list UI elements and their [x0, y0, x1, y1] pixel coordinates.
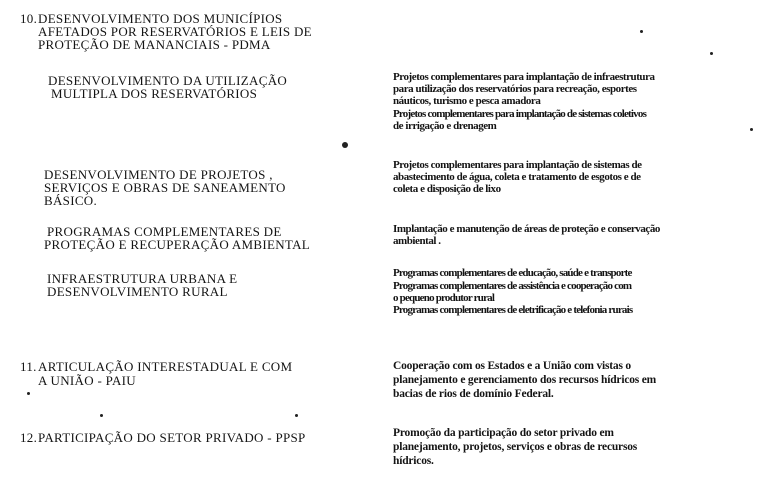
scan-speck [100, 414, 103, 417]
subprogram-3-desc-line-2: ambiental . [393, 235, 441, 247]
section-11-desc-line-3: bacias de rios de domínio Federal. [393, 388, 554, 400]
subprogram-1-desc-line-5: de irrigação e drenagem [393, 120, 497, 132]
section-10-number: 10. [20, 11, 38, 26]
scan-speck [640, 30, 643, 33]
section-11-title-line-2: A UNIÃO - PAIU [38, 373, 136, 388]
section-11-desc-line-2: planejamento e gerenciamento dos recursos hídricos em [393, 374, 657, 386]
section-11-desc-line-1: Cooperação com os Estados e a União com vistas o [393, 360, 631, 372]
subprogram-4-desc-line-4: Programas complementares de eletrificação e telefonia rurais [393, 304, 633, 316]
subprogram-1-desc-line-2: para utilização dos reservatórios para recreação, esportes [393, 83, 637, 95]
subprogram-2-desc-line-3: coleta e disposição de lixo [393, 183, 501, 195]
subprogram-3-title-line-1: PROGRAMAS COMPLEMENTARES DE [47, 224, 282, 239]
subprogram-3-desc-line-1: Implantação e manutenção de áreas de proteção e conservação [393, 223, 660, 235]
section-11-number: 11. [20, 359, 37, 374]
section-12-desc-line-1: Promoção da participação do setor privado em [393, 427, 614, 439]
section-12-desc-line-2: planejamento, projetos, serviços e obras de recursos [393, 441, 638, 453]
section-12-desc-line-3: hídricos. [393, 455, 434, 467]
subprogram-4-desc-line-2: Programas complementares de assistência e cooperação com [393, 280, 632, 292]
subprogram-2-title-line-1: DESENVOLVIMENTO DE PROJETOS , [44, 167, 273, 182]
scan-speck [710, 52, 713, 55]
subprogram-1-desc-line-3: náuticos, turismo e pesca amadora [393, 95, 541, 107]
subprogram-1-title-line-1: DESENVOLVIMENTO DA UTILIZAÇÃO [48, 73, 288, 88]
subprogram-4-title-line-2: DESENVOLVIMENTO RURAL [47, 284, 228, 299]
subprogram-2-desc-line-1: Projetos complementares para implantação de sistemas de [393, 159, 642, 171]
subprogram-3-title-line-2: PROTEÇÃO E RECUPERAÇÃO AMBIENTAL [44, 237, 311, 252]
section-10-title-line-1: DESENVOLVIMENTO DOS MUNICÍPIOS [38, 11, 283, 26]
subprogram-4-desc-line-1: Programas complementares de educação, saúde e transporte [393, 267, 632, 279]
subprogram-1-title-line-2: MULTIPLA DOS RESERVATÓRIOS [51, 86, 258, 101]
subprogram-4-title-line-1: INFRAESTRUTURA URBANA E [47, 271, 238, 286]
section-10-title-line-2: AFETADOS POR RESERVATÓRIOS E LEIS DE [38, 24, 312, 39]
subprogram-4-desc-line-3: o pequeno produtor rural [393, 292, 495, 304]
scan-speck [27, 392, 30, 395]
section-11-title-line-1: ARTICULAÇÃO INTERESTADUAL E COM [38, 359, 293, 374]
section-12-number: 12. [20, 430, 38, 445]
subprogram-1-desc-line-4: Projetos complementares para implantação de sistemas coletivos [393, 108, 647, 120]
subprogram-2-title-line-3: BÁSICO. [44, 193, 98, 208]
subprogram-1-desc-line-1: Projetos complementares para implantação de infraestrutura [393, 71, 655, 83]
section-10-title-line-3: PROTEÇÃO DE MANANCIAIS - PDMA [38, 37, 271, 52]
section-12-title-line-1: PARTICIPAÇÃO DO SETOR PRIVADO - PPSP [38, 430, 306, 445]
scan-speck [750, 128, 753, 131]
scan-speck [342, 142, 348, 148]
scan-speck [295, 414, 298, 417]
subprogram-2-title-line-2: SERVIÇOS E OBRAS DE SANEAMENTO [44, 180, 286, 195]
subprogram-2-desc-line-2: abastecimento de água, coleta e tratamento de esgotos e de [393, 171, 641, 183]
